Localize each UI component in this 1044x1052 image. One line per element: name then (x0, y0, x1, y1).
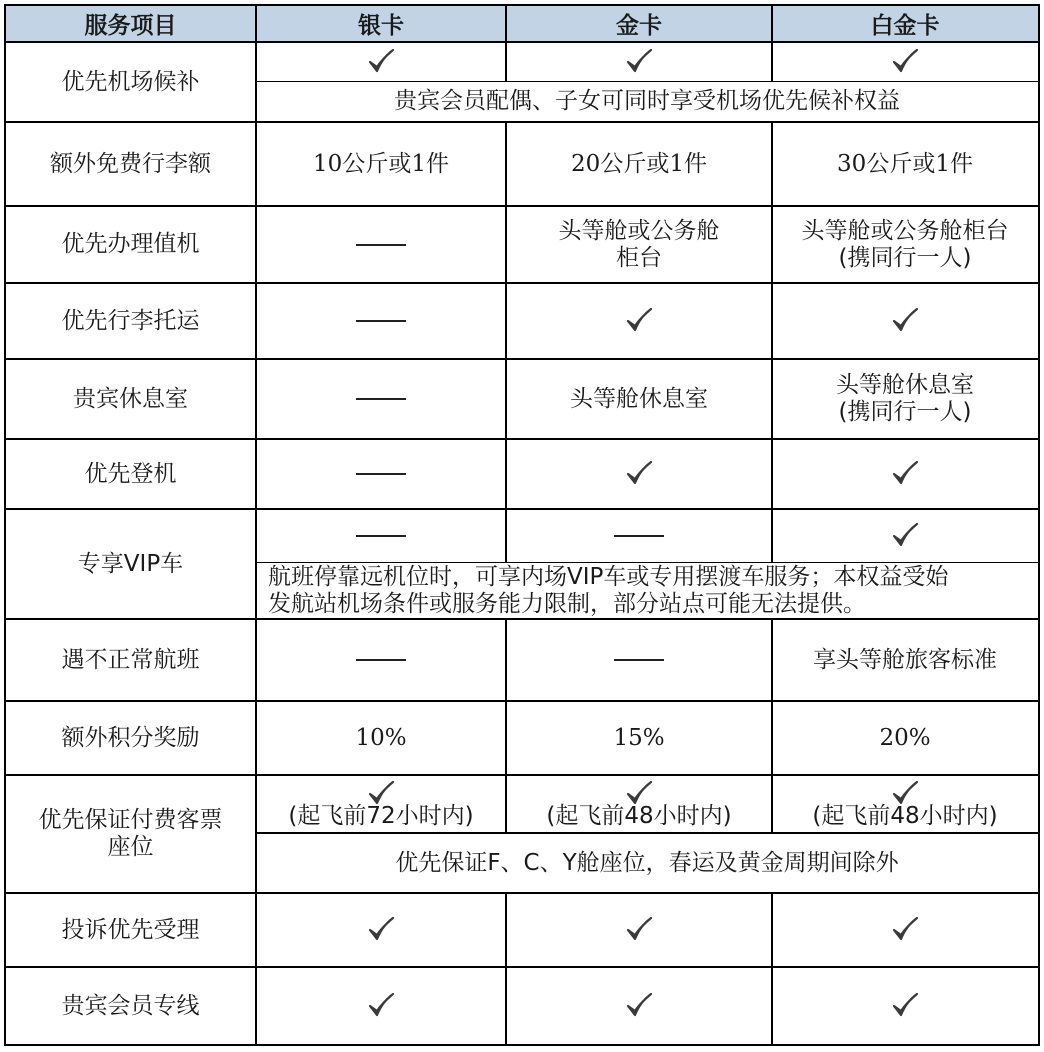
row-label: 优先办理值机 (61, 231, 200, 257)
grid-line (505, 618, 507, 834)
gold-cell: 15% (613, 724, 665, 751)
platinum-cell (772, 440, 1038, 508)
row-label: 额外免费行李额 (50, 150, 211, 177)
row-label: 专享VIP车 (77, 550, 184, 577)
em-dash-line (356, 473, 406, 475)
grid-line (4, 438, 1040, 440)
grid-line (4, 618, 1040, 620)
note-line-1: 航班停靠远机位时，可享内场VIP车或专用摆渡车服务；本权益受始 (268, 563, 949, 590)
platinum-cell (772, 776, 1038, 832)
grid-line (1038, 4, 1040, 1046)
gold-cell: 头等舱休息室 (570, 385, 708, 412)
platinum-cell: 30公斤或1件 (837, 150, 973, 177)
check-mark-icon (366, 915, 396, 945)
row-label (5, 776, 256, 892)
row-label: 额外积分奖励 (61, 724, 200, 751)
check-mark-icon (366, 991, 396, 1021)
row-label: 优先机场候补 (61, 68, 200, 95)
grid-line (4, 508, 1040, 510)
header-silver: 银卡 (256, 5, 506, 41)
gold-cell (506, 620, 772, 700)
check-mark-icon (624, 47, 654, 77)
row-label: 遇不正常航班 (61, 646, 200, 673)
em-dash-line (614, 659, 664, 661)
check-mark-icon (890, 991, 920, 1021)
label-line-2: 座位 (107, 834, 154, 860)
grid-line (4, 966, 1040, 968)
gold-cell (506, 440, 772, 508)
grid-line (771, 618, 773, 834)
em-dash-line (356, 659, 406, 661)
silver-cell (256, 620, 506, 700)
gold-line-2: 柜台 (616, 244, 662, 271)
check-mark-icon (890, 47, 920, 77)
grid-line (505, 4, 507, 82)
em-dash-line (356, 244, 406, 246)
platinum-cell (772, 510, 1038, 562)
gold-cell (506, 894, 772, 966)
grid-line (4, 892, 1040, 894)
grid-line (4, 4, 1040, 6)
check-mark-icon (890, 915, 920, 945)
time-window: (起飞前48小时内) (546, 802, 732, 829)
grid-line (4, 774, 1040, 776)
silver-cell (256, 360, 506, 438)
check-mark-icon (890, 306, 920, 336)
row-label: 投诉优先受理 (61, 916, 200, 943)
grid-line (4, 1044, 1040, 1046)
grid-line (771, 121, 773, 563)
grid-line (4, 205, 1040, 207)
time-window: (起飞前48小时内) (812, 802, 998, 829)
gold-cell (506, 207, 772, 282)
grid-line (771, 4, 773, 82)
shared-note: 优先保证F、C、Y舱座位，春运及黄金周期间除外 (395, 849, 899, 876)
silver-cell (256, 440, 506, 508)
em-dash-line (356, 535, 406, 537)
platinum-line-2: (携同行一人) (838, 244, 972, 271)
gold-cell (506, 776, 772, 832)
platinum-cell (772, 207, 1038, 282)
header-service: 服务项目 (5, 5, 256, 41)
platinum-cell: 20% (879, 724, 931, 751)
check-mark-icon (624, 459, 654, 489)
grid-line (4, 358, 1040, 360)
grid-line (4, 282, 1040, 284)
grid-line (4, 121, 1040, 123)
row-label: 优先登机 (84, 460, 177, 487)
gold-cell (506, 510, 772, 562)
silver-cell (256, 968, 506, 1044)
gold-cell (506, 43, 772, 81)
label-line-1: 优先保证付费客票 (38, 807, 223, 833)
check-mark-icon (624, 306, 654, 336)
grid-line (256, 81, 1040, 82)
row-label: 优先行李托运 (61, 307, 200, 334)
platinum-cell (772, 284, 1038, 358)
check-mark-icon (366, 47, 396, 77)
em-dash-line (356, 320, 406, 322)
silver-cell: 10% (355, 724, 407, 751)
silver-cell (256, 207, 506, 282)
silver-cell (256, 776, 506, 832)
platinum-cell (772, 968, 1038, 1044)
check-mark-icon (624, 991, 654, 1021)
silver-cell (256, 510, 506, 562)
grid-line (256, 832, 1040, 834)
platinum-line-1: 头等舱休息室 (836, 372, 974, 398)
platinum-cell: 享头等舱旅客标准 (813, 646, 997, 673)
grid-line (4, 41, 1040, 43)
em-dash-line (356, 398, 406, 400)
grid-line (771, 892, 773, 1046)
time-window: (起飞前72小时内) (288, 802, 474, 829)
check-mark-icon (624, 915, 654, 945)
gold-cell: 20公斤或1件 (571, 150, 707, 177)
note-line-2: 发航站机场条件或服务能力限制，部分站点可能无法提供。 (268, 590, 866, 617)
row-label: 贵宾休息室 (73, 385, 188, 412)
header-gold: 金卡 (506, 5, 772, 41)
silver-cell (256, 43, 506, 81)
shared-note (256, 563, 1038, 618)
header-platinum: 白金卡 (772, 5, 1038, 41)
gold-line-1: 头等舱或公务舱 (558, 217, 720, 244)
row-label: 贵宾会员专线 (61, 992, 200, 1019)
check-mark-icon (890, 521, 920, 551)
grid-line (505, 121, 507, 563)
grid-line (255, 4, 257, 1046)
platinum-line-1: 头等舱或公务舱柜台 (801, 217, 1009, 244)
grid-line (505, 892, 507, 1046)
grid-line (4, 700, 1040, 702)
platinum-cell (772, 360, 1038, 438)
gold-cell (506, 284, 772, 358)
grid-line (256, 562, 1040, 563)
silver-cell (256, 284, 506, 358)
gold-cell (506, 968, 772, 1044)
platinum-line-2: (携同行一人) (838, 399, 972, 425)
silver-cell (256, 894, 506, 966)
shared-note: 贵宾会员配偶、子女可同时享受机场优先候补权益 (394, 88, 900, 114)
em-dash-line (614, 535, 664, 537)
platinum-cell (772, 894, 1038, 966)
silver-cell: 10公斤或1件 (313, 150, 449, 177)
grid-line (4, 4, 6, 1046)
platinum-cell (772, 43, 1038, 81)
check-mark-icon (890, 459, 920, 489)
